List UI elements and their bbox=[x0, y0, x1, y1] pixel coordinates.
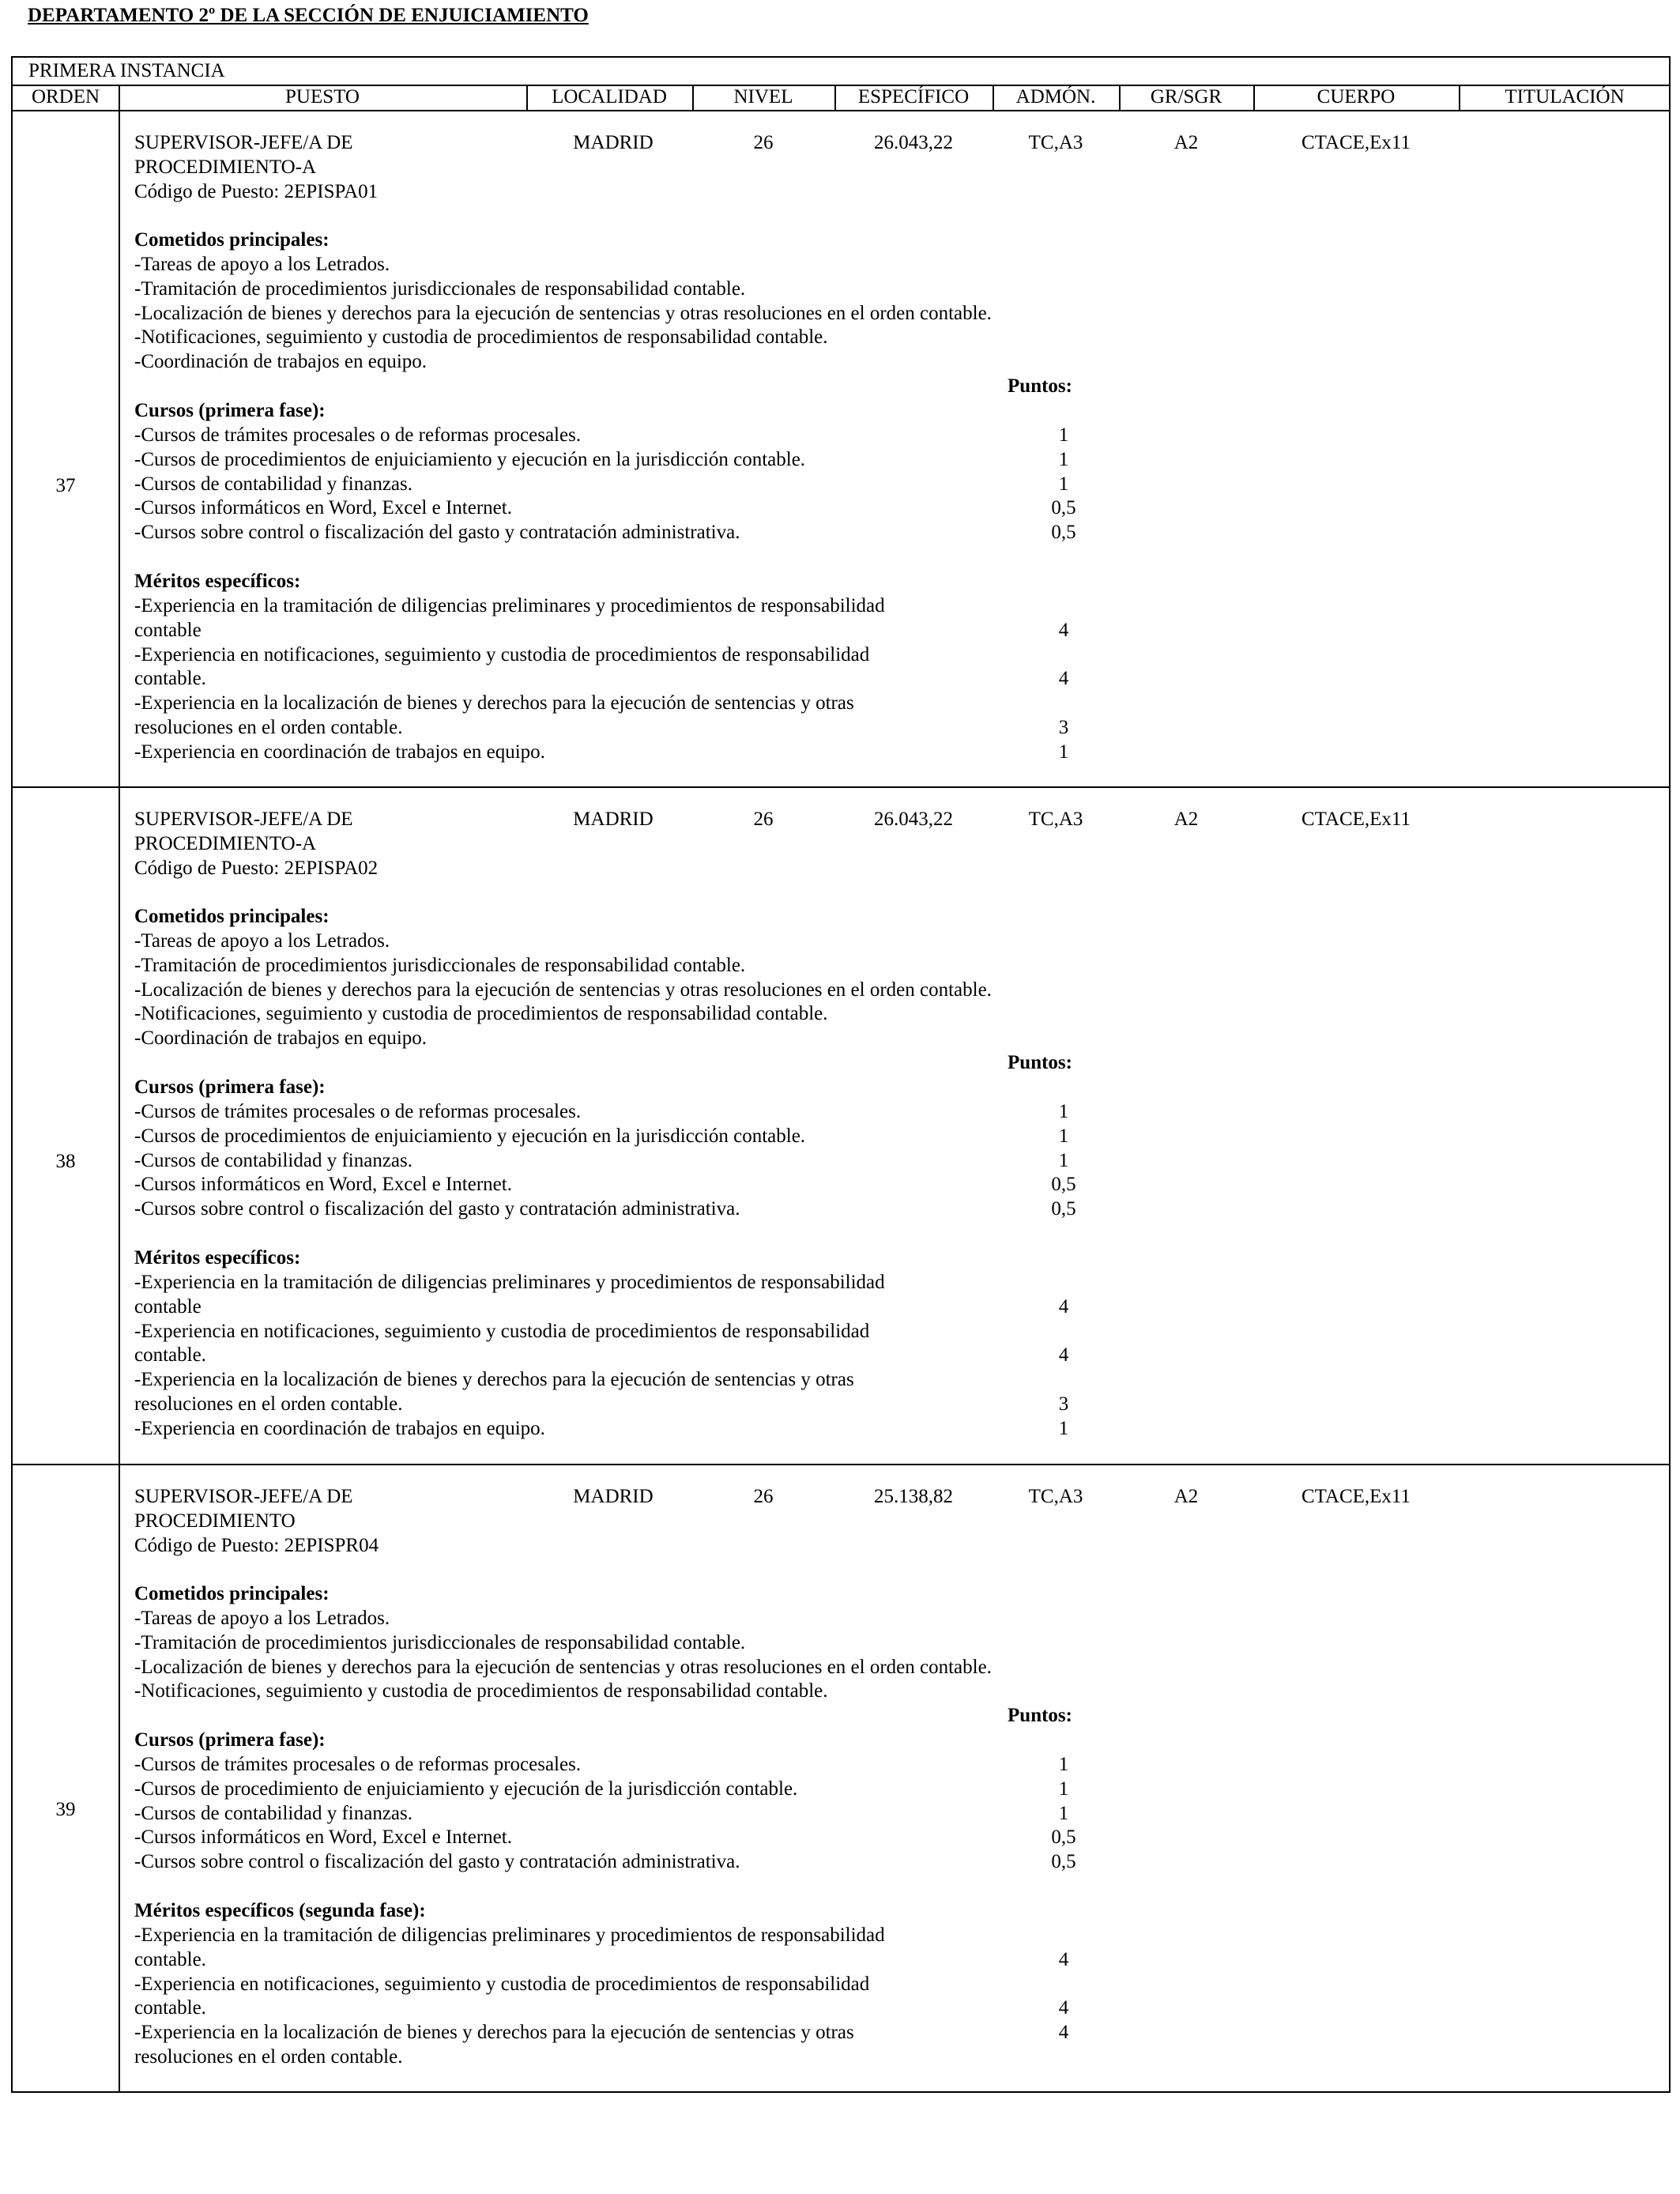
puntos-value bbox=[1016, 692, 1111, 716]
cursos-list bbox=[134, 1100, 805, 1222]
list-item: -Cursos de trámites procesales o de reformas procesales. bbox=[134, 424, 582, 446]
puntos-value: 1 bbox=[1058, 473, 1069, 495]
list-item: resoluciones en el orden contable. bbox=[134, 2045, 403, 2068]
puntos-value: 1 bbox=[1058, 1754, 1069, 1775]
puntos-value bbox=[1016, 1924, 1111, 1948]
list-item: -Cursos de contabilidad y finanzas. bbox=[134, 1149, 412, 1171]
cometidos-title: Cometidos principales: bbox=[134, 229, 330, 251]
meritos-puntos bbox=[1016, 1924, 1111, 2070]
cursos-list bbox=[134, 424, 805, 545]
header-localidad: LOCALIDAD bbox=[552, 86, 667, 107]
admon-cell: TC,A3 bbox=[1028, 132, 1083, 153]
puesto-name-line: SUPERVISOR-JEFE/A DE bbox=[134, 1486, 353, 1507]
cometidos-list bbox=[134, 929, 992, 1051]
list-item: contable. bbox=[134, 1344, 206, 1367]
puntos-value: 1 bbox=[1058, 424, 1069, 446]
meritos-puntos bbox=[1016, 594, 1111, 765]
cursos-title: Cursos (primera fase): bbox=[134, 400, 326, 421]
header-cuerpo: CUERPO bbox=[1317, 86, 1396, 107]
header-admon: ADMÓN. bbox=[1015, 86, 1096, 107]
list-item: -Coordinación de trabajos en equipo. bbox=[134, 351, 428, 373]
puesto-code: Código de Puesto: 2EPISPA01 bbox=[134, 180, 379, 202]
list-item: -Cursos de procedimientos de enjuiciamiento y ejecución en la jurisdicción contable. bbox=[134, 1125, 806, 1147]
meritos-list bbox=[134, 1271, 885, 1442]
cursos-puntos bbox=[1016, 1753, 1111, 1875]
nivel-cell: 26 bbox=[753, 1486, 774, 1507]
meritos-title: Méritos específicos: bbox=[134, 571, 301, 592]
header-titulacion: TITULACIÓN bbox=[1505, 86, 1625, 107]
list-item: -Experiencia en la tramitación de diligencias preliminares y procedimientos de responsabilidad bbox=[134, 1924, 885, 1946]
list-item: -Experiencia en coordinación de trabajos en equipo. bbox=[134, 741, 545, 763]
puntos-value: 1 bbox=[1058, 1125, 1069, 1147]
gr-sgr-cell: A2 bbox=[1173, 132, 1199, 153]
list-item: -Cursos de trámites procesales o de reformas procesales. bbox=[134, 1101, 582, 1122]
puntos-value: 0,5 bbox=[1051, 497, 1076, 519]
meritos-list bbox=[134, 594, 885, 765]
admon-cell: TC,A3 bbox=[1028, 1486, 1083, 1507]
puesto-name-line: SUPERVISOR-JEFE/A DE bbox=[134, 809, 353, 830]
header-orden: ORDEN bbox=[31, 86, 100, 107]
cuerpo-cell: CTACE,Ex11 bbox=[1301, 132, 1411, 153]
list-item: -Coordinación de trabajos en equipo. bbox=[134, 1027, 428, 1050]
list-item: -Cursos informáticos en Word, Excel e Internet. bbox=[134, 497, 512, 519]
cursos-puntos bbox=[1016, 1100, 1111, 1222]
puntos-value: 4 bbox=[1058, 1344, 1069, 1367]
list-item: -Cursos informáticos en Word, Excel e Internet. bbox=[134, 1826, 512, 1849]
list-item: -Tramitación de procedimientos jurisdiccionales de responsabilidad contable. bbox=[134, 1631, 746, 1653]
list-item: contable bbox=[134, 1295, 202, 1318]
localidad-cell: MADRID bbox=[573, 1486, 654, 1507]
admon-cell: TC,A3 bbox=[1028, 809, 1083, 830]
document-title: DEPARTAMENTO 2º DE LA SECCIÓN DE ENJUICIAMIENTO bbox=[28, 5, 589, 26]
puntos-value: 1 bbox=[1058, 1101, 1069, 1122]
meritos-puntos bbox=[1016, 1271, 1111, 1442]
puntos-value: 4 bbox=[1058, 1997, 1069, 2019]
list-item: -Cursos de contabilidad y finanzas. bbox=[134, 473, 412, 495]
puesto-cell bbox=[134, 808, 378, 880]
list-item: contable. bbox=[134, 1997, 206, 2019]
header-gr-sgr: GR/SGR bbox=[1150, 86, 1222, 107]
list-item: -Experiencia en la localización de bienes y derechos para la ejecución de sentencias y otras bbox=[134, 1369, 854, 1391]
list-item: -Localización de bienes y derechos para la ejecución de sentencias y otras resoluciones en el orden contable. bbox=[134, 978, 992, 1001]
puesto-name-line: PROCEDIMIENTO-A bbox=[134, 832, 317, 854]
list-item: -Notificaciones, seguimiento y custodia de procedimientos de responsabilidad contable. bbox=[134, 1680, 828, 1702]
puntos-value: 0,5 bbox=[1051, 1851, 1076, 1873]
meritos-title: Méritos específicos (segunda fase): bbox=[134, 1900, 426, 1921]
orden-cell: 37 bbox=[55, 475, 76, 496]
list-item: -Experiencia en la tramitación de diligencias preliminares y procedimientos de responsabilidad bbox=[134, 1272, 885, 1293]
puesto-code: Código de Puesto: 2EPISPA02 bbox=[134, 857, 379, 879]
puntos-value: 3 bbox=[1058, 1393, 1069, 1415]
cometidos-title: Cometidos principales: bbox=[134, 906, 330, 927]
list-item: contable. bbox=[134, 1948, 206, 1970]
especifico-cell: 26.043,22 bbox=[874, 809, 953, 830]
list-item: -Cursos de trámites procesales o de reformas procesales. bbox=[134, 1754, 582, 1775]
list-item: -Experiencia en la localización de bienes y derechos para la ejecución de sentencias y otras bbox=[134, 692, 854, 714]
list-item: -Experiencia en notificaciones, seguimiento y custodia de procedimientos de responsabilidad bbox=[134, 1973, 870, 1995]
puntos-value: 4 bbox=[1058, 668, 1069, 690]
cometidos-list bbox=[134, 253, 992, 375]
header-especifico: ESPECÍFICO bbox=[857, 86, 970, 107]
gr-sgr-cell: A2 bbox=[1173, 809, 1199, 830]
puesto-cell bbox=[134, 1485, 379, 1558]
cursos-list bbox=[134, 1753, 797, 1875]
puntos-value: 1 bbox=[1058, 741, 1069, 763]
puntos-value bbox=[1016, 1320, 1111, 1344]
puntos-value: 4 bbox=[1058, 619, 1069, 641]
list-item: contable bbox=[134, 619, 202, 641]
list-item: -Tareas de apoyo a los Letrados. bbox=[134, 254, 390, 275]
list-item: -Cursos de contabilidad y finanzas. bbox=[134, 1802, 412, 1824]
list-item: -Cursos informáticos en Word, Excel e Internet. bbox=[134, 1174, 512, 1196]
puesto-name-line: PROCEDIMIENTO-A bbox=[134, 156, 317, 178]
table-row bbox=[13, 110, 1669, 786]
nivel-cell: 26 bbox=[753, 809, 774, 830]
list-item: resoluciones en el orden contable. bbox=[134, 716, 403, 738]
list-item: -Experiencia en notificaciones, seguimiento y custodia de procedimientos de responsabilidad bbox=[134, 1320, 870, 1342]
puntos-value: 0,5 bbox=[1051, 522, 1076, 544]
puntos-value: 4 bbox=[1058, 1948, 1069, 1970]
puntos-value: 0,5 bbox=[1051, 1174, 1076, 1196]
list-item: -Notificaciones, seguimiento y custodia de procedimientos de responsabilidad contable. bbox=[134, 1003, 828, 1025]
list-item: -Cursos sobre control o fiscalización del gasto y contratación administrativa. bbox=[134, 1851, 740, 1873]
list-item: -Tramitación de procedimientos jurisdiccionales de responsabilidad contable. bbox=[134, 954, 746, 976]
list-item: -Notificaciones, seguimiento y custodia de procedimientos de responsabilidad contable. bbox=[134, 326, 828, 349]
puntos-value bbox=[1016, 643, 1111, 668]
especifico-cell: 25.138,82 bbox=[874, 1486, 953, 1507]
nivel-cell: 26 bbox=[753, 132, 774, 153]
puntos-value bbox=[1016, 2045, 1111, 2070]
localidad-cell: MADRID bbox=[573, 809, 654, 830]
list-item: -Cursos sobre control o fiscalización del gasto y contratación administrativa. bbox=[134, 1198, 740, 1220]
list-item: -Localización de bienes y derechos para la ejecución de sentencias y otras resoluciones en el orden contable. bbox=[134, 1656, 992, 1678]
list-item: resoluciones en el orden contable. bbox=[134, 1393, 403, 1415]
meritos-title: Méritos específicos: bbox=[134, 1247, 301, 1269]
orden-cell: 39 bbox=[55, 1799, 76, 1820]
cometidos-list bbox=[134, 1607, 992, 1704]
positions-table bbox=[11, 56, 1671, 2093]
puntos-value: 3 bbox=[1058, 716, 1069, 738]
list-item: -Experiencia en coordinación de trabajos en equipo. bbox=[134, 1417, 545, 1439]
puntos-value: 0,5 bbox=[1051, 1826, 1076, 1849]
puntos-value bbox=[1016, 1368, 1111, 1393]
puesto-name-line: PROCEDIMIENTO bbox=[134, 1510, 296, 1532]
header-nivel: NIVEL bbox=[733, 86, 793, 107]
list-item: -Localización de bienes y derechos para la ejecución de sentencias y otras resoluciones en el orden contable. bbox=[134, 302, 992, 324]
puntos-value: 4 bbox=[1058, 2022, 1069, 2044]
list-item: -Cursos sobre control o fiscalización del gasto y contratación administrativa. bbox=[134, 522, 740, 544]
puntos-value: 1 bbox=[1058, 1149, 1069, 1171]
list-item: -Cursos de procedimiento de enjuiciamiento y ejecución de la jurisdicción contable. bbox=[134, 1777, 798, 1800]
puntos-label: Puntos: bbox=[1008, 1052, 1072, 1073]
list-item: contable. bbox=[134, 668, 206, 690]
puntos-value: 1 bbox=[1058, 1777, 1069, 1800]
puntos-label: Puntos: bbox=[1008, 1705, 1072, 1726]
puntos-value: 0,5 bbox=[1051, 1198, 1076, 1220]
cursos-puntos bbox=[1016, 424, 1111, 545]
puesto-code: Código de Puesto: 2EPISPR04 bbox=[134, 1534, 379, 1556]
cometidos-title: Cometidos principales: bbox=[134, 1583, 330, 1604]
puntos-value: 1 bbox=[1058, 1802, 1069, 1824]
puntos-value: 4 bbox=[1058, 1295, 1069, 1318]
list-item: -Tareas de apoyo a los Letrados. bbox=[134, 1608, 390, 1629]
gr-sgr-cell: A2 bbox=[1173, 1486, 1199, 1507]
list-item: -Cursos de procedimientos de enjuiciamiento y ejecución en la jurisdicción contable. bbox=[134, 448, 806, 470]
cursos-title: Cursos (primera fase): bbox=[134, 1729, 326, 1751]
cuerpo-cell: CTACE,Ex11 bbox=[1301, 809, 1411, 830]
puntos-value bbox=[1016, 1973, 1111, 1997]
list-item: -Tareas de apoyo a los Letrados. bbox=[134, 930, 390, 952]
cuerpo-cell: CTACE,Ex11 bbox=[1301, 1486, 1411, 1507]
list-item: -Experiencia en la localización de bienes y derechos para la ejecución de sentencias y otras bbox=[134, 2022, 854, 2044]
puesto-name-line: SUPERVISOR-JEFE/A DE bbox=[134, 132, 353, 153]
localidad-cell: MADRID bbox=[573, 132, 654, 153]
list-item: -Experiencia en la tramitación de diligencias preliminares y procedimientos de responsabilidad bbox=[134, 595, 885, 616]
especifico-cell: 26.043,22 bbox=[874, 132, 953, 153]
list-item: -Experiencia en notificaciones, seguimiento y custodia de procedimientos de responsabilidad bbox=[134, 643, 870, 665]
meritos-list bbox=[134, 1924, 885, 2070]
puntos-value bbox=[1016, 1271, 1111, 1295]
table-row bbox=[13, 1464, 1669, 2093]
table-row bbox=[13, 786, 1669, 1464]
puesto-cell bbox=[134, 131, 378, 204]
puntos-value: 1 bbox=[1058, 1417, 1069, 1439]
orden-cell: 38 bbox=[55, 1151, 76, 1172]
puntos-value bbox=[1016, 594, 1111, 619]
section-label: PRIMERA INSTANCIA bbox=[28, 60, 225, 81]
puntos-label: Puntos: bbox=[1008, 375, 1072, 397]
cursos-title: Cursos (primera fase): bbox=[134, 1076, 326, 1098]
list-item: -Tramitación de procedimientos jurisdiccionales de responsabilidad contable. bbox=[134, 277, 746, 300]
header-puesto: PUESTO bbox=[284, 86, 360, 107]
puntos-value: 1 bbox=[1058, 448, 1069, 470]
